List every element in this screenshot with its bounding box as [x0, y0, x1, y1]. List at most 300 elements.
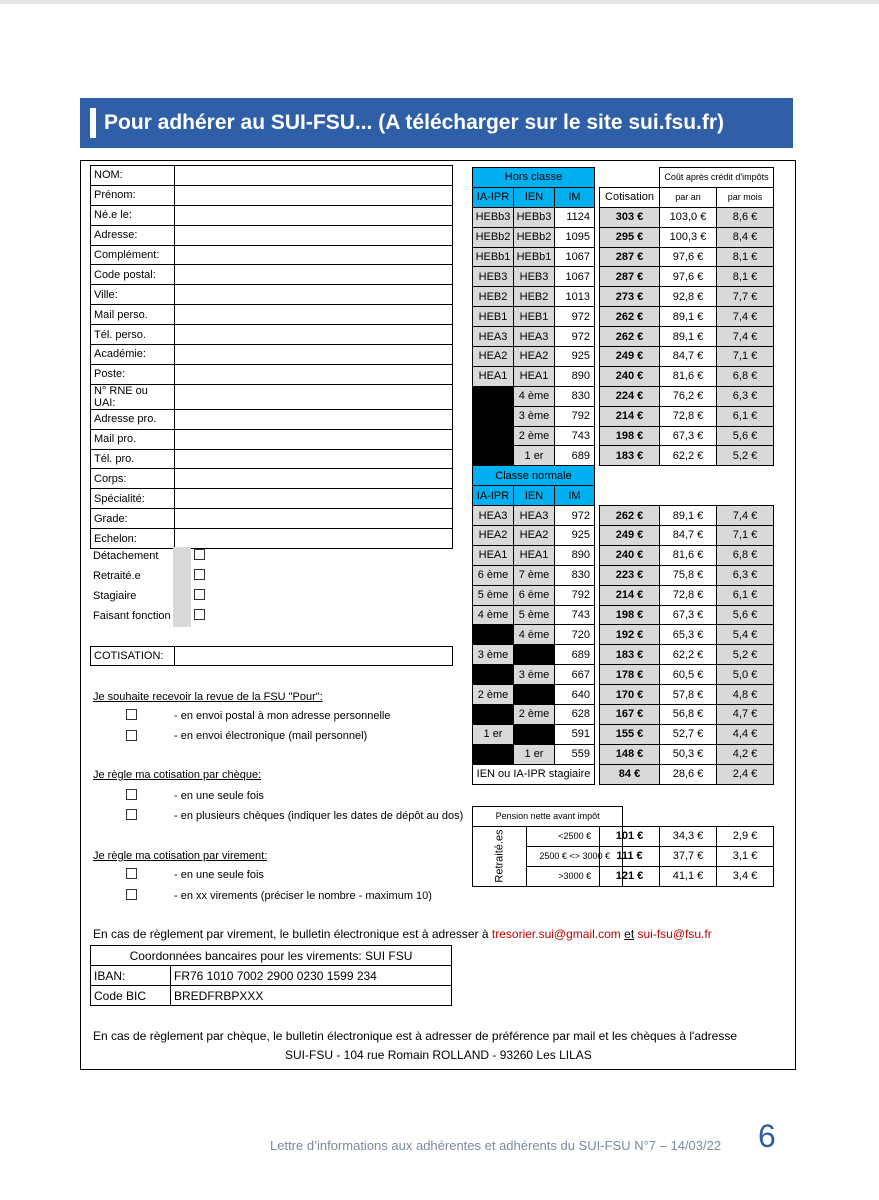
- par-mois-cell: 6,1 €: [717, 406, 774, 426]
- ia-ipr-header: IA-IPR: [473, 486, 514, 506]
- cotisation-cell: 295 €: [600, 227, 660, 247]
- grade-row: [473, 426, 595, 446]
- grade-row: [473, 645, 595, 665]
- pension-range-cell: >3000 €: [527, 866, 623, 886]
- ien-cell: [514, 724, 555, 744]
- form-row: [91, 409, 453, 429]
- field-label: Adresse:: [91, 225, 175, 245]
- par-an-cell: 62,2 €: [660, 446, 717, 466]
- par-an-cell: 89,1 €: [660, 506, 717, 526]
- cotisation-cell: 214 €: [600, 585, 660, 605]
- cotisation-form: [90, 646, 453, 666]
- cost-row: [600, 287, 774, 307]
- cotisation-cell: 303 €: [600, 207, 660, 227]
- field-input[interactable]: [175, 509, 453, 529]
- classe-normale-header: Classe normale: [473, 466, 595, 486]
- par-mois-cell: 6,3 €: [717, 386, 774, 406]
- iban-value: FR76 1010 7002 2900 0230 1599 234: [171, 966, 452, 986]
- form-row: [91, 205, 453, 225]
- ia-ipr-cell: [473, 705, 514, 725]
- banner-accent-bar: [90, 108, 96, 138]
- cost-row: [600, 665, 774, 685]
- status-checkbox[interactable]: [194, 609, 205, 620]
- stagiaire-row: [473, 764, 595, 784]
- retraite-cost-row: [600, 846, 774, 866]
- par-mois-cell: 5,2 €: [717, 446, 774, 466]
- cost-row: [600, 327, 774, 347]
- cotisation-cell: 214 €: [600, 406, 660, 426]
- identity-form: [90, 165, 453, 549]
- retraite-cost-row: [600, 866, 774, 886]
- par-mois-cell: 6,8 €: [717, 545, 774, 565]
- form-row: [91, 364, 453, 384]
- form-row: [91, 225, 453, 245]
- ia-ipr-cell: [473, 744, 514, 764]
- par-an-cell: 52,7 €: [660, 724, 717, 744]
- par-mois-cell: 3,1 €: [717, 846, 774, 866]
- field-label: Complément:: [91, 245, 175, 265]
- par-mois-cell: 6,1 €: [717, 585, 774, 605]
- ien-cell: HEBb2: [514, 227, 555, 247]
- cotisation-cell: 167 €: [600, 705, 660, 725]
- par-an-cell: 103,0 €: [660, 207, 717, 227]
- virement-multiple-label: - en xx virements (préciser le nombre - maximum 10): [174, 890, 432, 902]
- ia-ipr-cell: [473, 406, 514, 426]
- ia-ipr-cell: HEA3: [473, 327, 514, 347]
- grade-row: [473, 665, 595, 685]
- ia-ipr-cell: [473, 426, 514, 446]
- grade-row: [473, 386, 595, 406]
- par-mois-cell: 4,7 €: [717, 705, 774, 725]
- cotisation-cell: 155 €: [600, 724, 660, 744]
- cost-row: [600, 207, 774, 227]
- hors-classe-header: Hors classe: [473, 168, 595, 188]
- im-cell: 743: [555, 605, 595, 625]
- grade-row: [473, 506, 595, 526]
- form-row: [91, 285, 453, 305]
- form-row: [91, 509, 453, 529]
- cost-row: [600, 764, 774, 784]
- par-mois-cell: 8,4 €: [717, 227, 774, 247]
- ien-cell: 1 er: [514, 446, 555, 466]
- im-cell: 792: [555, 585, 595, 605]
- im-header: IM: [555, 187, 595, 207]
- checkbox-label: Retraité.e: [93, 570, 141, 582]
- par-an-cell: 41,1 €: [660, 866, 717, 886]
- field-input[interactable]: [175, 245, 453, 265]
- cost-row: [600, 585, 774, 605]
- cost-row: [600, 605, 774, 625]
- im-cell: 830: [555, 386, 595, 406]
- treasurer-email-link[interactable]: tresorier.sui@gmail.com: [491, 927, 621, 941]
- ia-ipr-cell: HEA1: [473, 366, 514, 386]
- newsletter-footer: Lettre d’informations aux adhérentes et adhérents du SUI-FSU N°7 – 14/03/22: [270, 1138, 722, 1153]
- cheque-single-checkbox[interactable]: [126, 789, 137, 800]
- ien-cell: 3 ème: [514, 406, 555, 426]
- field-label: Grade:: [91, 509, 175, 529]
- status-checkbox[interactable]: [194, 549, 205, 560]
- cheque-single-label: - en une seule fois: [174, 790, 264, 802]
- cotisation-cell: 262 €: [600, 506, 660, 526]
- virement-note-text: En cas de règlement par virement, le bulletin électronique est à adresser à: [93, 927, 489, 941]
- ien-cell: 7 ème: [514, 565, 555, 585]
- ien-cell: 3 ème: [514, 665, 555, 685]
- top-divider: [0, 0, 879, 4]
- par-an-cell: 57,8 €: [660, 685, 717, 705]
- field-label: Tél. pro.: [91, 449, 175, 469]
- par-an-cell: 84,7 €: [660, 347, 717, 367]
- page-number: 6: [758, 1118, 776, 1154]
- cotisation-cell: 273 €: [600, 287, 660, 307]
- im-cell: 689: [555, 645, 595, 665]
- im-cell: 628: [555, 705, 595, 725]
- im-cell: 743: [555, 426, 595, 446]
- ien-cell: 2 ème: [514, 705, 555, 725]
- im-header: IM: [555, 486, 595, 506]
- field-input[interactable]: [175, 364, 453, 384]
- revue-heading: Je souhaite recevoir la revue de la FSU "Pour":: [93, 691, 323, 703]
- grade-row: [473, 605, 595, 625]
- ia-ipr-cell: HEA2: [473, 347, 514, 367]
- ia-ipr-cell: [473, 386, 514, 406]
- im-cell: 925: [555, 526, 595, 546]
- par-an-cell: 100,3 €: [660, 227, 717, 247]
- form-row: [91, 529, 453, 549]
- par-mois-cell: 8,6 €: [717, 207, 774, 227]
- ia-ipr-header: IA-IPR: [473, 187, 514, 207]
- field-input[interactable]: [175, 429, 453, 449]
- par-an-cell: 81,6 €: [660, 545, 717, 565]
- par-mois-cell: 4,4 €: [717, 724, 774, 744]
- revue-postal-label: - en envoi postal à mon adresse personnelle: [174, 710, 391, 722]
- par-mois-cell: 5,6 €: [717, 426, 774, 446]
- cotisation-cell: 223 €: [600, 565, 660, 585]
- title-banner: [80, 98, 793, 148]
- im-cell: 720: [555, 625, 595, 645]
- field-label: Prénom:: [91, 185, 175, 205]
- par-mois-cell: 7,4 €: [717, 506, 774, 526]
- cost-row: [600, 426, 774, 446]
- cotisation-cell: 262 €: [600, 307, 660, 327]
- ia-ipr-cell: HEB1: [473, 307, 514, 327]
- field-input[interactable]: [175, 469, 453, 489]
- ien-cell: HEBb1: [514, 247, 555, 267]
- checkbox-label: Stagiaire: [93, 590, 137, 602]
- field-label: Echelon:: [91, 529, 175, 549]
- field-input[interactable]: [175, 265, 453, 285]
- field-input[interactable]: [175, 384, 453, 409]
- par-mois-cell: 5,0 €: [717, 665, 774, 685]
- ia-ipr-cell: 5 ème: [473, 585, 514, 605]
- cost-row: [600, 565, 774, 585]
- ien-cell: 1 er: [514, 744, 555, 764]
- form-row: [91, 185, 453, 205]
- cotisation-cell: 240 €: [600, 366, 660, 386]
- bic-label: Code BIC: [91, 986, 171, 1006]
- field-label: Académie:: [91, 345, 175, 365]
- virement-single-checkbox[interactable]: [126, 868, 137, 879]
- field-input[interactable]: [175, 285, 453, 305]
- par-an-cell: 37,7 €: [660, 846, 717, 866]
- cotisation-input[interactable]: [175, 647, 453, 666]
- retraites-label: [473, 826, 527, 886]
- grade-row: [473, 347, 595, 367]
- cheque-multiple-checkbox[interactable]: [126, 809, 137, 820]
- grade-row: [473, 247, 595, 267]
- cost-row: [600, 347, 774, 367]
- cotisation-cell: 183 €: [600, 645, 660, 665]
- ien-header: IEN: [514, 486, 555, 506]
- cost-row: [600, 267, 774, 287]
- ien-cell: HEBb3: [514, 207, 555, 227]
- ia-ipr-cell: 3 ème: [473, 645, 514, 665]
- bank-header: Coordonnées bancaires pour les virements: SUI FSU: [91, 946, 452, 966]
- ia-ipr-cell: HEBb2: [473, 227, 514, 247]
- im-cell: 559: [555, 744, 595, 764]
- ia-ipr-cell: [473, 665, 514, 685]
- checkbox-label: Faisant fonction: [93, 610, 171, 622]
- cotisation-cell: 198 €: [600, 605, 660, 625]
- field-label: N° RNE ou UAI:: [91, 384, 175, 409]
- par-an-cell: 97,6 €: [660, 247, 717, 267]
- virement-multiple-checkbox[interactable]: [126, 889, 137, 900]
- par-mois-cell: 2,4 €: [717, 764, 774, 784]
- field-label: NOM:: [91, 166, 175, 186]
- ia-ipr-cell: 1 er: [473, 724, 514, 744]
- grade-row: [473, 207, 595, 227]
- grade-row: [473, 724, 595, 744]
- grade-row: [473, 406, 595, 426]
- cotisation-cell: 148 €: [600, 744, 660, 764]
- cotisation-cell: 198 €: [600, 426, 660, 446]
- cotisation-cell: 101 €: [600, 827, 660, 847]
- ien-cell: 4 ème: [514, 386, 555, 406]
- field-label: Mail perso.: [91, 305, 175, 325]
- sui-fsu-email-link[interactable]: sui-fsu@fsu.fr: [637, 927, 712, 941]
- form-row: [91, 305, 453, 325]
- im-cell: 640: [555, 685, 595, 705]
- ien-cell: HEA2: [514, 526, 555, 546]
- field-input[interactable]: [175, 529, 453, 549]
- checkbox-grey-cell: [173, 587, 191, 607]
- stagiaire-label: IEN ou IA-IPR stagiaire: [473, 764, 595, 784]
- field-input[interactable]: [175, 409, 453, 429]
- ia-ipr-cell: HEA3: [473, 506, 514, 526]
- revue-postal-checkbox[interactable]: [126, 709, 137, 720]
- postal-address: SUI-FSU - 104 rue Romain ROLLAND - 93260 Les LILAS: [285, 1048, 592, 1062]
- pension-header-row: [473, 807, 623, 827]
- checkbox-grey-cell: [173, 547, 191, 567]
- grade-row: [473, 585, 595, 605]
- field-label: Code postal:: [91, 265, 175, 285]
- par-mois-cell: 8,1 €: [717, 267, 774, 287]
- checkbox-grey-cell: [173, 567, 191, 587]
- im-cell: 972: [555, 506, 595, 526]
- par-mois-cell: 2,9 €: [717, 827, 774, 847]
- grade-row: [473, 267, 595, 287]
- par-an-cell: 34,3 €: [660, 827, 717, 847]
- retraite-cost-table: [599, 826, 774, 887]
- par-an-cell: 81,6 €: [660, 366, 717, 386]
- par-mois-cell: 5,4 €: [717, 625, 774, 645]
- checkbox-label: Détachement: [93, 550, 159, 562]
- field-input[interactable]: [175, 225, 453, 245]
- status-checkbox[interactable]: [194, 589, 205, 600]
- ia-ipr-cell: HEB2: [473, 287, 514, 307]
- ia-ipr-cell: HEA2: [473, 526, 514, 546]
- cotisation-cell: 287 €: [600, 267, 660, 287]
- par-mois-header: par mois: [717, 187, 774, 207]
- form-row: [91, 469, 453, 489]
- par-an-cell: 84,7 €: [660, 526, 717, 546]
- cost-row: [600, 506, 774, 526]
- im-cell: 890: [555, 366, 595, 386]
- ia-ipr-cell: 4 ème: [473, 605, 514, 625]
- cost-row: [600, 386, 774, 406]
- field-input[interactable]: [175, 185, 453, 205]
- field-label: Poste:: [91, 364, 175, 384]
- grade-row: [473, 625, 595, 645]
- field-label: Ville:: [91, 285, 175, 305]
- header-row: [473, 486, 595, 506]
- cotisation-cell: 121 €: [600, 866, 660, 886]
- credit-header: Coût après crédit d'impôts: [660, 168, 774, 188]
- im-cell: 1067: [555, 247, 595, 267]
- spacer-cell: [600, 466, 774, 486]
- field-label: Né.e le:: [91, 205, 175, 225]
- form-row: [91, 449, 453, 469]
- cost-row: [600, 705, 774, 725]
- par-an-cell: 76,2 €: [660, 386, 717, 406]
- field-input[interactable]: [175, 449, 453, 469]
- par-an-cell: 50,3 €: [660, 744, 717, 764]
- spacer-cell: [600, 486, 774, 506]
- grade-row: [473, 526, 595, 546]
- im-cell: 591: [555, 724, 595, 744]
- field-input[interactable]: [175, 305, 453, 325]
- par-mois-cell: 3,4 €: [717, 866, 774, 886]
- cotisation-cell: 178 €: [600, 665, 660, 685]
- field-input[interactable]: [175, 205, 453, 225]
- par-an-cell: 67,3 €: [660, 426, 717, 446]
- spacer-row: [600, 486, 774, 506]
- status-checkbox[interactable]: [194, 569, 205, 580]
- retraites-label-text: Retraité.es: [493, 829, 506, 883]
- field-input[interactable]: [175, 325, 453, 345]
- bank-details-table: [90, 945, 452, 1006]
- field-input[interactable]: [175, 345, 453, 365]
- par-an-cell: 92,8 €: [660, 287, 717, 307]
- cost-row: [600, 307, 774, 327]
- grade-row: [473, 705, 595, 725]
- cost-row: [600, 366, 774, 386]
- grade-row: [473, 685, 595, 705]
- ien-cell: HEA1: [514, 545, 555, 565]
- retraite-cost-row: [600, 827, 774, 847]
- ien-cell: HEB3: [514, 267, 555, 287]
- grade-row: [473, 446, 595, 466]
- grade-row: [473, 227, 595, 247]
- ien-cell: HEA2: [514, 347, 555, 367]
- im-cell: 689: [555, 446, 595, 466]
- par-mois-cell: 8,1 €: [717, 247, 774, 267]
- grade-row: [473, 307, 595, 327]
- cost-row: [600, 247, 774, 267]
- par-an-cell: 72,8 €: [660, 406, 717, 426]
- par-an-cell: 60,5 €: [660, 665, 717, 685]
- im-cell: 830: [555, 565, 595, 585]
- cost-row: [600, 545, 774, 565]
- im-cell: 890: [555, 545, 595, 565]
- im-cell: 792: [555, 406, 595, 426]
- ien-cell: HEA3: [514, 506, 555, 526]
- par-an-cell: 89,1 €: [660, 327, 717, 347]
- cotisation-cell: 240 €: [600, 545, 660, 565]
- cost-row: [600, 744, 774, 764]
- cost-row: [600, 724, 774, 744]
- header-row: [473, 187, 595, 207]
- page-title: Pour adhérer au SUI-FSU... (A télécharger sur le site sui.fsu.fr): [104, 111, 725, 134]
- cost-row: [600, 685, 774, 705]
- cost-row: [600, 526, 774, 546]
- field-label: Corps:: [91, 469, 175, 489]
- ia-ipr-cell: [473, 625, 514, 645]
- ien-header: IEN: [514, 187, 555, 207]
- cost-row: [600, 625, 774, 645]
- field-label: Adresse pro.: [91, 409, 175, 429]
- cost-row: [600, 645, 774, 665]
- par-an-cell: 28,6 €: [660, 764, 717, 784]
- im-cell: 667: [555, 665, 595, 685]
- ien-cell: 5 ème: [514, 605, 555, 625]
- field-label: Spécialité:: [91, 489, 175, 509]
- ien-cell: HEB2: [514, 287, 555, 307]
- par-mois-cell: 7,1 €: [717, 347, 774, 367]
- ien-cell: [514, 645, 555, 665]
- par-an-cell: 62,2 €: [660, 645, 717, 665]
- field-input[interactable]: [175, 489, 453, 509]
- cheque-multiple-label: - en plusieurs chèques (indiquer les dates de dépôt au dos): [174, 810, 464, 822]
- ien-cell: [514, 685, 555, 705]
- form-row: [91, 245, 453, 265]
- cotisation-cell: 262 €: [600, 327, 660, 347]
- cost-header-row: [600, 168, 774, 188]
- form-row: [91, 384, 453, 409]
- iban-label: IBAN:: [91, 966, 171, 986]
- revue-electronic-checkbox[interactable]: [126, 730, 137, 741]
- field-label: Tél. perso.: [91, 325, 175, 345]
- par-mois-cell: 6,8 €: [717, 366, 774, 386]
- blank-header: [600, 168, 660, 188]
- cotisation-header: Cotisation: [600, 187, 660, 207]
- cost-table: [599, 167, 774, 785]
- ia-ipr-cell: HEBb3: [473, 207, 514, 227]
- grade-row: [473, 744, 595, 764]
- cotisation-cell: 249 €: [600, 526, 660, 546]
- grade-row: [473, 287, 595, 307]
- grade-row: [473, 545, 595, 565]
- par-mois-cell: 6,3 €: [717, 565, 774, 585]
- virement-note-and: et: [624, 927, 635, 941]
- checkbox-grey-cell: [173, 607, 191, 627]
- cost-row: [600, 227, 774, 247]
- par-an-header: par an: [660, 187, 717, 207]
- field-input[interactable]: [175, 166, 453, 186]
- im-cell: 1095: [555, 227, 595, 247]
- spacer-row: [600, 466, 774, 486]
- cost-row: [600, 446, 774, 466]
- par-mois-cell: 7,7 €: [717, 287, 774, 307]
